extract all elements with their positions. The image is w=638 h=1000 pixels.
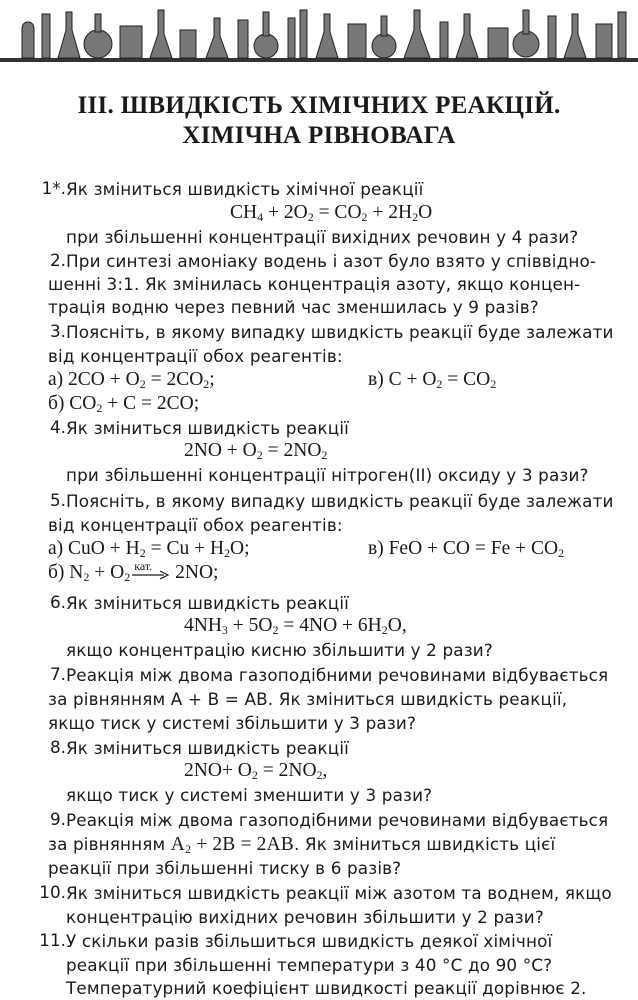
problem-text: Реакція між двома газоподібними речовинами відбувається	[66, 810, 609, 830]
problem-number: 4.	[49, 417, 66, 437]
equation-v: в) $C + O_2 = CO_2$	[368, 369, 497, 391]
problem-text: При синтезі амоніаку водень і азот було взято у співвідно-	[66, 251, 597, 271]
problem-text: Як зміниться швидкість реакції	[66, 738, 349, 758]
catalyst-arrow: кат.	[130, 563, 170, 585]
problem-text: Поясніть, в якому випадку швидкість реакції буде залежати	[66, 491, 614, 511]
equation: $CH_4 + 2O_2 = CO_2 + 2H_2O$	[230, 202, 433, 224]
problem-number: 7.	[49, 664, 66, 684]
equation-a: а) $2CO + O_2 = 2CO_2$;	[48, 369, 215, 391]
problem-text: шенні 3:1. Як змінилась концентрація азоту, якщо концен-	[48, 274, 581, 294]
problem-text: від концентрації обох реагентів:	[48, 346, 343, 366]
chapter-title-line2: ХІМІЧНА РІВНОВАГА	[182, 122, 456, 149]
equation: $2NO + O_2 = 2NO_2$	[184, 440, 328, 462]
problem-text: за рівнянням А + В = АВ. Як зміниться швидкість реакції,	[48, 689, 568, 709]
equation: $2NO+ O_2 = 2NO_2$,	[184, 760, 328, 782]
problem-number: 8.	[49, 737, 66, 757]
chapter-title-line1: ІІІ. ШВИДКІСТЬ ХІМІЧНИХ РЕАКЦІЙ.	[77, 92, 561, 119]
problem-text: якщо концентрацію кисню збільшити у 2 рази?	[66, 640, 493, 660]
problem-number: 11.	[39, 930, 66, 950]
problem-text: концентрацію вихідних речовин збільшити у 2 рази?	[66, 907, 544, 927]
problem-text: Реакція між двома газоподібними речовинами відбувається	[66, 665, 609, 685]
problem-number: 6.	[49, 592, 66, 612]
problem-text: за рівнянням $A_2 + 2B = 2AB$. Як зміниться швидкість цієї	[48, 834, 556, 856]
equation-b: б) $CO_2 + C = 2CO$;	[48, 393, 200, 415]
problem-number: 9.	[49, 809, 66, 829]
problem-text: Як зміниться швидкість реакції	[66, 418, 349, 438]
lab-glassware-banner	[0, 0, 638, 62]
problem-text: реакції при збільшенні тиску в 6 разів?	[48, 858, 402, 878]
problem-text: від концентрації обох реагентів:	[48, 515, 343, 535]
problem-text: Як зміниться швидкість реакції між азотом та воднем, якщо	[66, 883, 612, 903]
equation-v: в) FeO + CO = $Fe + CO_2$	[368, 538, 565, 560]
equation-b: б) $N_2 + O_2$ кат. 2NO;	[48, 558, 219, 584]
problem-text: Як зміниться швидкість реакції	[66, 593, 349, 613]
problem-text: при збільшенні концентрації вихідних речовин у 4 рази?	[66, 227, 579, 247]
problem-text: якщо тиск у системі збільшити у 3 рази?	[48, 713, 417, 733]
equation: $4NH_3 + 5O_2 = 4NO + 6H_2O$,	[184, 615, 407, 637]
problem-number: 1*.	[41, 178, 66, 198]
problem-text: якщо тиск у системі зменшити у 3 рази?	[66, 785, 433, 805]
problem-text: при збільшенні концентрації нітроген(II) оксиду у 3 рази?	[66, 465, 589, 485]
problem-number: 2.	[49, 250, 66, 270]
problem-number: 3.	[49, 321, 66, 341]
problem-text: трація водню через певний час зменшилась у 9 разів?	[48, 297, 539, 317]
problem-text: У скільки разів збільшиться швидкість деякої хімічної	[66, 931, 553, 951]
problem-number: 10.	[39, 882, 66, 902]
problem-text: Температурний коефіцієнт швидкості реакції дорівнює 2.	[66, 978, 587, 998]
problem-text: Як зміниться швидкість хімічної реакції	[66, 179, 424, 199]
problem-text: реакції при збільшенні температури з 40 °С до 90 °С?	[66, 955, 553, 975]
problem-number: 5.	[49, 490, 66, 510]
equation-a: а) CuO + $H_2 = Cu + H_2O$;	[48, 538, 250, 560]
problem-text: Поясніть, в якому випадку швидкість реакції буде залежати	[66, 322, 614, 342]
